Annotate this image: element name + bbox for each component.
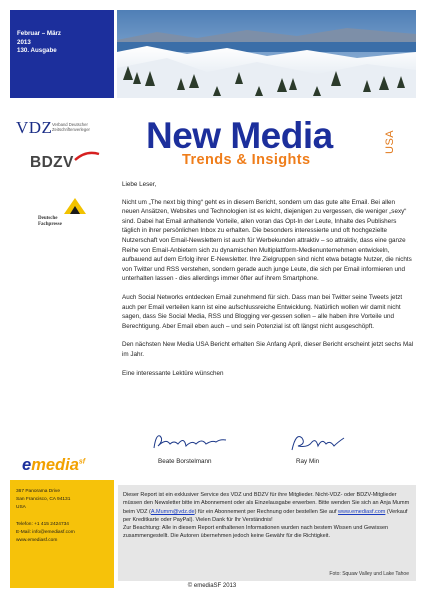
footer-copyright: © emediaSF 2013	[187, 583, 237, 589]
issue-year: 2013	[17, 38, 31, 46]
signature-name-2: Ray Min	[296, 458, 320, 465]
emedia-logo-word: media	[31, 456, 79, 474]
bdzv-mark: BDZV	[30, 154, 74, 171]
letter-greeting: Liebe Leser,	[122, 181, 157, 188]
letter-paragraph-3: Den nächsten New Media USA Bericht erhalten Sie Anfang April, dieser Bericht erscheint jetzt sechs Mal im Jahr.	[122, 341, 414, 358]
emedia-logo-e: e	[22, 456, 32, 474]
issue-date: Februar – März	[17, 30, 62, 37]
signature-ray-image	[288, 430, 348, 456]
bdzv-swoosh-icon	[74, 150, 100, 162]
vdz-text: Verband Deutscher Zeitschriftenverleger	[52, 122, 90, 132]
hero-landscape-photo	[117, 10, 416, 98]
issue-number: 130. Ausgabe	[17, 47, 57, 55]
masthead-subtitle: Trends & Insights	[182, 152, 311, 168]
vdz-logo	[16, 118, 114, 140]
emedia-logo-sup: sf	[78, 458, 86, 466]
contact-email[interactable]: E-Mail: info@emediasf.com	[16, 529, 75, 535]
photo-credit: Foto: Squaw Valley und Lake Tahoe	[329, 571, 409, 577]
note-email-link[interactable]: A.Mumm@vdz.de	[150, 508, 195, 515]
bdzv-logo	[30, 150, 100, 176]
contact-phone: Telefon: +1 415 2424734	[16, 521, 69, 527]
letter-paragraph-2: Auch Social Networks entdecken Email zunehmend für sich. Dass man bei Twitter seine Tweets jetzt auch per Email verteilen kann ist eine aufschlussreiche Entwicklung. Natürlich wollen wir damit nicht sagen, dass Sie Social Media, RSS und Blogging ver-gessen sollen – alle haben ihre Vorteile und Berechtigung. Aber Email eben auch – und sein Potenzial ist oft längst nicht ausgeschöpft.	[122, 293, 403, 330]
masthead-title: New Media	[146, 115, 333, 156]
masthead	[122, 112, 416, 170]
contact-street: 367 Panorama Drive	[16, 489, 60, 494]
letter-paragraph-4: Eine interessante Lektüre wünschen	[122, 369, 224, 377]
contact-country: USA	[16, 505, 26, 511]
df-text-2: Fachpresse	[38, 222, 62, 227]
signature-name-1: Beate Borstelmann	[158, 458, 212, 465]
note-disclaimer: Zur Beachtung: Alle in diesem Report enthaltenen Informationen wurden nach bestem Wissen und Gewissen zusammengestellt. Die Autoren übernehmen jedoch keine Gewähr für die Richtigkeit.	[123, 525, 389, 540]
vdz-mark: VDZ	[16, 118, 53, 137]
emedia-logo	[22, 456, 85, 475]
deutsche-fachpresse-logo	[38, 196, 90, 236]
note-text-c: (Verkauf per Kreditkarte oder PayPal). Vielen Dank für Ihr Verständnis!	[123, 508, 408, 523]
note-web-link[interactable]: www.emediasf.com	[338, 508, 386, 515]
contact-box	[10, 480, 114, 588]
signatures	[138, 430, 418, 470]
contact-web[interactable]: www.emediasf.com	[16, 538, 58, 544]
subscription-note	[118, 485, 416, 581]
letter-paragraph-1: Nicht um „The next big thing“ geht es in diesem Bericht, sondern um das gute alte Email. Bei allen neuen Ansätzen, Websites und Technologien ist es leicht, diejenigen zu vergessen, die weniger „sexy“ sind. Dabei hat Email anhaltende Vorteile, allen voran das Opt-In der Leute, Inhalte des Publishers täglich in ihrer persönlichen Inbox zu erhalten. Die besonders interessierte und oft hochgezielte Nutzerschaft von Email-Newslettern ist auch für Werbekunden attraktiv – so attraktiv, dass eine ganze Reihe von Email-Anbietern sich zu dynamischen Multiplattform-Medienunternehmen entwickeln, aufbauend auf dem Erfolg ihrer E-Newsletter. Ihre Zielgruppen sind nicht etwa betagte Nutzer, die nichts von Twitter und RSS verstehen, sondern gerade auch junge Leute, die sich per Email informieren und unterhalten lassen - dies allerdings immer öfter auf ihrem Smartphone.	[122, 198, 412, 283]
sidebar	[10, 104, 114, 588]
editor-letter	[122, 180, 414, 387]
df-text-1: Deutsche	[38, 216, 58, 221]
issue-info-box	[10, 10, 114, 98]
signature-beate-image	[150, 430, 230, 456]
masthead-usa: USA	[384, 129, 396, 154]
contact-city: San Francisco, CA 94131	[16, 497, 71, 503]
mountain-lake-image	[117, 10, 416, 98]
fachpresse-triangle-icon	[62, 196, 88, 216]
note-text-a: Dieser Report ist ein exklusiver Service des VDZ und BDZV für ihre Mitglieder. Nicht-VDZ- oder BDZV-Mitglieder müssen den Newsletter bitte im Abonnement oder als Einzelausgabe erwerben. Bitte wenden Sie sich an Anja Mumm beim VDZ (	[123, 492, 410, 515]
note-text-b: ) für ein Abonnement per Rechnung oder bestellen Sie auf	[194, 508, 339, 515]
